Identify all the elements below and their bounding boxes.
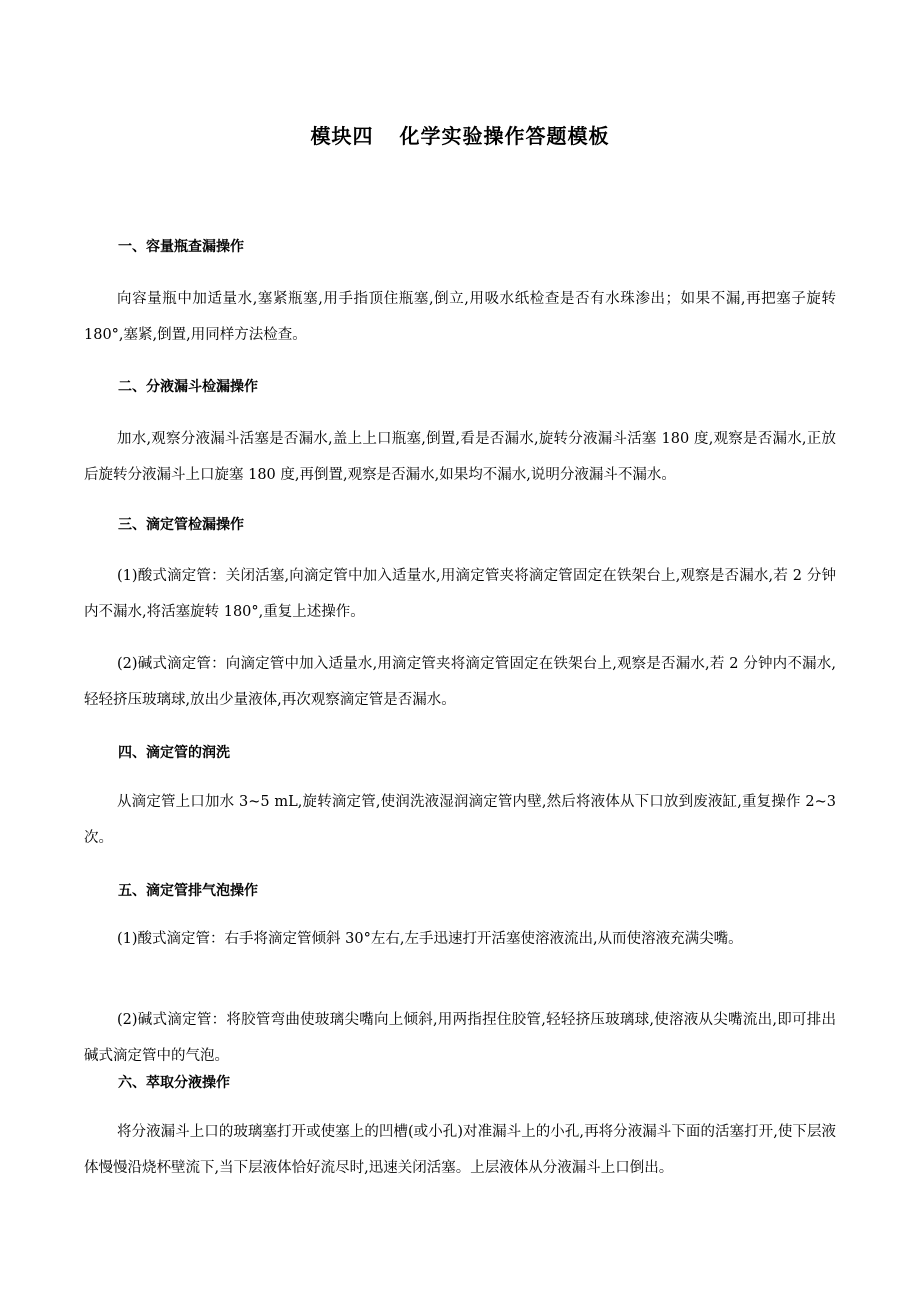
section-heading-6: 六、萃取分液操作 <box>118 1075 230 1091</box>
section-5-paragraph-2: (2)碱式滴定管：将胶管弯曲使玻璃尖嘴向上倾斜,用两指捏住胶管,轻轻挤压玻璃球,使溶液从尖嘴流出,即可排出碱式滴定管中的气泡。 <box>84 1012 836 1064</box>
section-heading-1: 一、容量瓶查漏操作 <box>118 239 244 255</box>
section-heading-3: 三、滴定管检漏操作 <box>118 517 244 533</box>
section-heading-5: 五、滴定管排气泡操作 <box>118 883 258 899</box>
section-2-paragraph-1: 加水,观察分液漏斗活塞是否漏水,盖上上口瓶塞,倒置,看是否漏水,旋转分液漏斗活塞 180 度,观察是否漏水,正放后旋转分液漏斗上口旋塞 180 度,再倒置,观察是否漏水,如果均不漏水,说明分液漏斗不漏水。 <box>84 431 836 483</box>
page-title <box>0 120 920 149</box>
section-heading-2: 二、分液漏斗检漏操作 <box>118 379 258 395</box>
section-6-paragraph-1: 将分液漏斗上口的玻璃塞打开或使塞上的凹槽(或小孔)对准漏斗上的小孔,再将分液漏斗下面的活塞打开,使下层液体慢慢沿烧杯壁流下,当下层液体恰好流尽时,迅速关闭活塞。上层液体从分液漏斗上口倒出。 <box>84 1124 836 1176</box>
title-module: 模块四 <box>310 124 374 148</box>
title-main: 化学实验操作答题模板 <box>399 124 610 148</box>
section-heading-4: 四、滴定管的润洗 <box>118 745 230 761</box>
section-3-paragraph-2: (2)碱式滴定管：向滴定管中加入适量水,用滴定管夹将滴定管固定在铁架台上,观察是否漏水,若 2 分钟内不漏水,轻轻挤压玻璃球,放出少量液体,再次观察滴定管是否漏水。 <box>84 656 836 708</box>
section-4-paragraph-1: 从滴定管上口加水 3~5 mL,旋转滴定管,使润洗液湿润滴定管内壁,然后将液体从下口放到废液缸,重复操作 2~3 次。 <box>84 794 836 846</box>
section-3-paragraph-1: (1)酸式滴定管：关闭活塞,向滴定管中加入适量水,用滴定管夹将滴定管固定在铁架台上,观察是否漏水,若 2 分钟内不漏水,将活塞旋转 180°,重复上述操作。 <box>84 568 836 620</box>
section-1-paragraph-1: 向容量瓶中加适量水,塞紧瓶塞,用手指顶住瓶塞,倒立,用吸水纸检查是否有水珠渗出；如果不漏,再把塞子旋转 180°,塞紧,倒置,用同样方法检查。 <box>84 291 836 343</box>
section-5-paragraph-1: (1)酸式滴定管：右手将滴定管倾斜 30°左右,左手迅速打开活塞使溶液流出,从而使溶液充满尖嘴。 <box>117 931 743 947</box>
